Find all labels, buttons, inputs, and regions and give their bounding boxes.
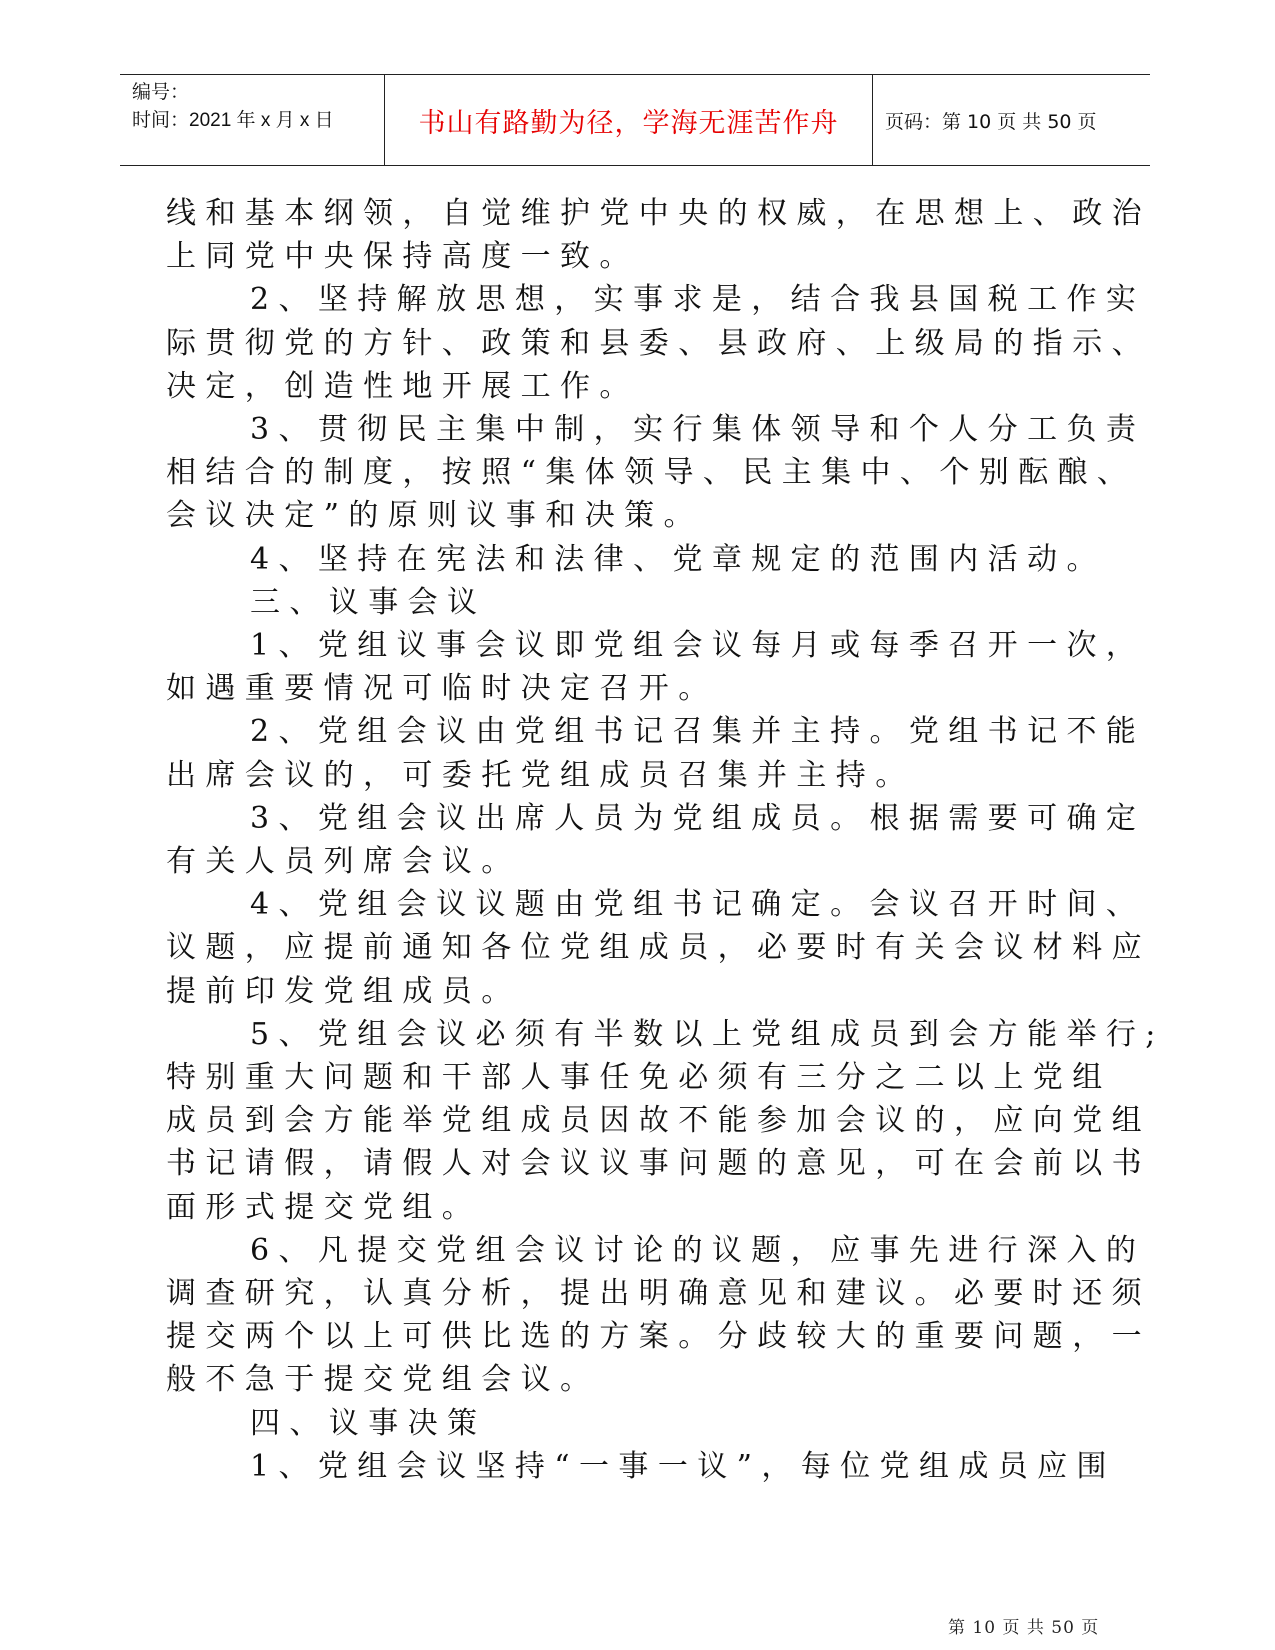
text-line: 决定，创造性地开展工作。 bbox=[166, 368, 639, 404]
page-header bbox=[120, 74, 1150, 166]
text-line: 会议决定”的原则议事和决策。 bbox=[166, 498, 703, 534]
text-line: 如遇重要情况可临时决定召开。 bbox=[166, 671, 718, 707]
text-line: 3、贯彻民主集中制，实行集体领导和个人分工负责 bbox=[250, 412, 1146, 448]
text-line: 有关人员列席会议。 bbox=[166, 844, 521, 880]
text-line: 相结合的制度，按照“集体领导、民主集中、个别酝酿、 bbox=[166, 455, 1137, 491]
text-line: 1、党组会议坚持“一事一议”，每位党组成员应围 bbox=[250, 1448, 1116, 1484]
text-line: 5、党组会议必须有半数以上党组成员到会方能举行; bbox=[250, 1016, 1165, 1052]
text-line: 特别重大问题和干部人事任免必须有三分之二以上党组 bbox=[166, 1060, 1112, 1096]
text-line: 提前印发党组成员。 bbox=[166, 973, 521, 1009]
text-line: 际贯彻党的方针、政策和县委、县政府、上级局的指示、 bbox=[166, 325, 1151, 361]
header-motto: 书山有路勤为径，学海无涯苦作舟 bbox=[385, 75, 873, 165]
text-line: 3、党组会议出席人员为党组成员。根据需要可确定 bbox=[250, 800, 1146, 836]
text-line: 2、党组会议由党组书记召集并主持。党组书记不能 bbox=[250, 714, 1146, 750]
serial-label: 编号： bbox=[132, 82, 190, 103]
text-line: 提交两个以上可供比选的方案。分歧较大的重要问题，一 bbox=[166, 1319, 1151, 1355]
text-line: 6、凡提交党组会议讨论的议题，应事先进行深入的 bbox=[250, 1232, 1146, 1268]
text-line: 2、坚持解放思想，实事求是，结合我县国税工作实 bbox=[250, 282, 1146, 318]
document-body bbox=[166, 192, 1165, 1488]
text-line: 般不急于提交党组会议。 bbox=[166, 1362, 600, 1398]
text-line: 成员到会方能举党组成员因故不能参加会议的，应向党组 bbox=[166, 1103, 1151, 1139]
text-line: 线和基本纲领，自觉维护党中央的权威，在思想上、政治 bbox=[166, 196, 1151, 231]
text-line: 书记请假，请假人对会议议事问题的意见，可在会前以书 bbox=[166, 1146, 1151, 1182]
section-heading: 三、议事会议 bbox=[250, 584, 487, 620]
time-label: 时间：2021 年 x 月 x 日 bbox=[132, 110, 334, 131]
section-heading: 四、议事决策 bbox=[250, 1405, 487, 1441]
text-line: 上同党中央保持高度一致。 bbox=[166, 239, 639, 275]
header-meta bbox=[120, 75, 385, 165]
page-footer: 第 10 页 共 50 页 bbox=[948, 1618, 1100, 1638]
text-line: 1、党组议事会议即党组会议每月或每季召开一次， bbox=[250, 628, 1146, 664]
text-line: 4、坚持在宪法和法律、党章规定的范围内活动。 bbox=[250, 541, 1106, 577]
text-line: 议题，应提前通知各位党组成员，必要时有关会议材料应 bbox=[166, 930, 1151, 966]
text-line: 面形式提交党组。 bbox=[166, 1189, 482, 1225]
header-page-label: 页码：第 10 页 共 50 页 bbox=[885, 110, 1097, 133]
text-line: 4、党组会议议题由党组书记确定。会议召开时间、 bbox=[250, 887, 1146, 923]
text-line: 调查研究，认真分析，提出明确意见和建议。必要时还须 bbox=[166, 1276, 1151, 1312]
text-line: 出席会议的，可委托党组成员召集并主持。 bbox=[166, 757, 915, 793]
